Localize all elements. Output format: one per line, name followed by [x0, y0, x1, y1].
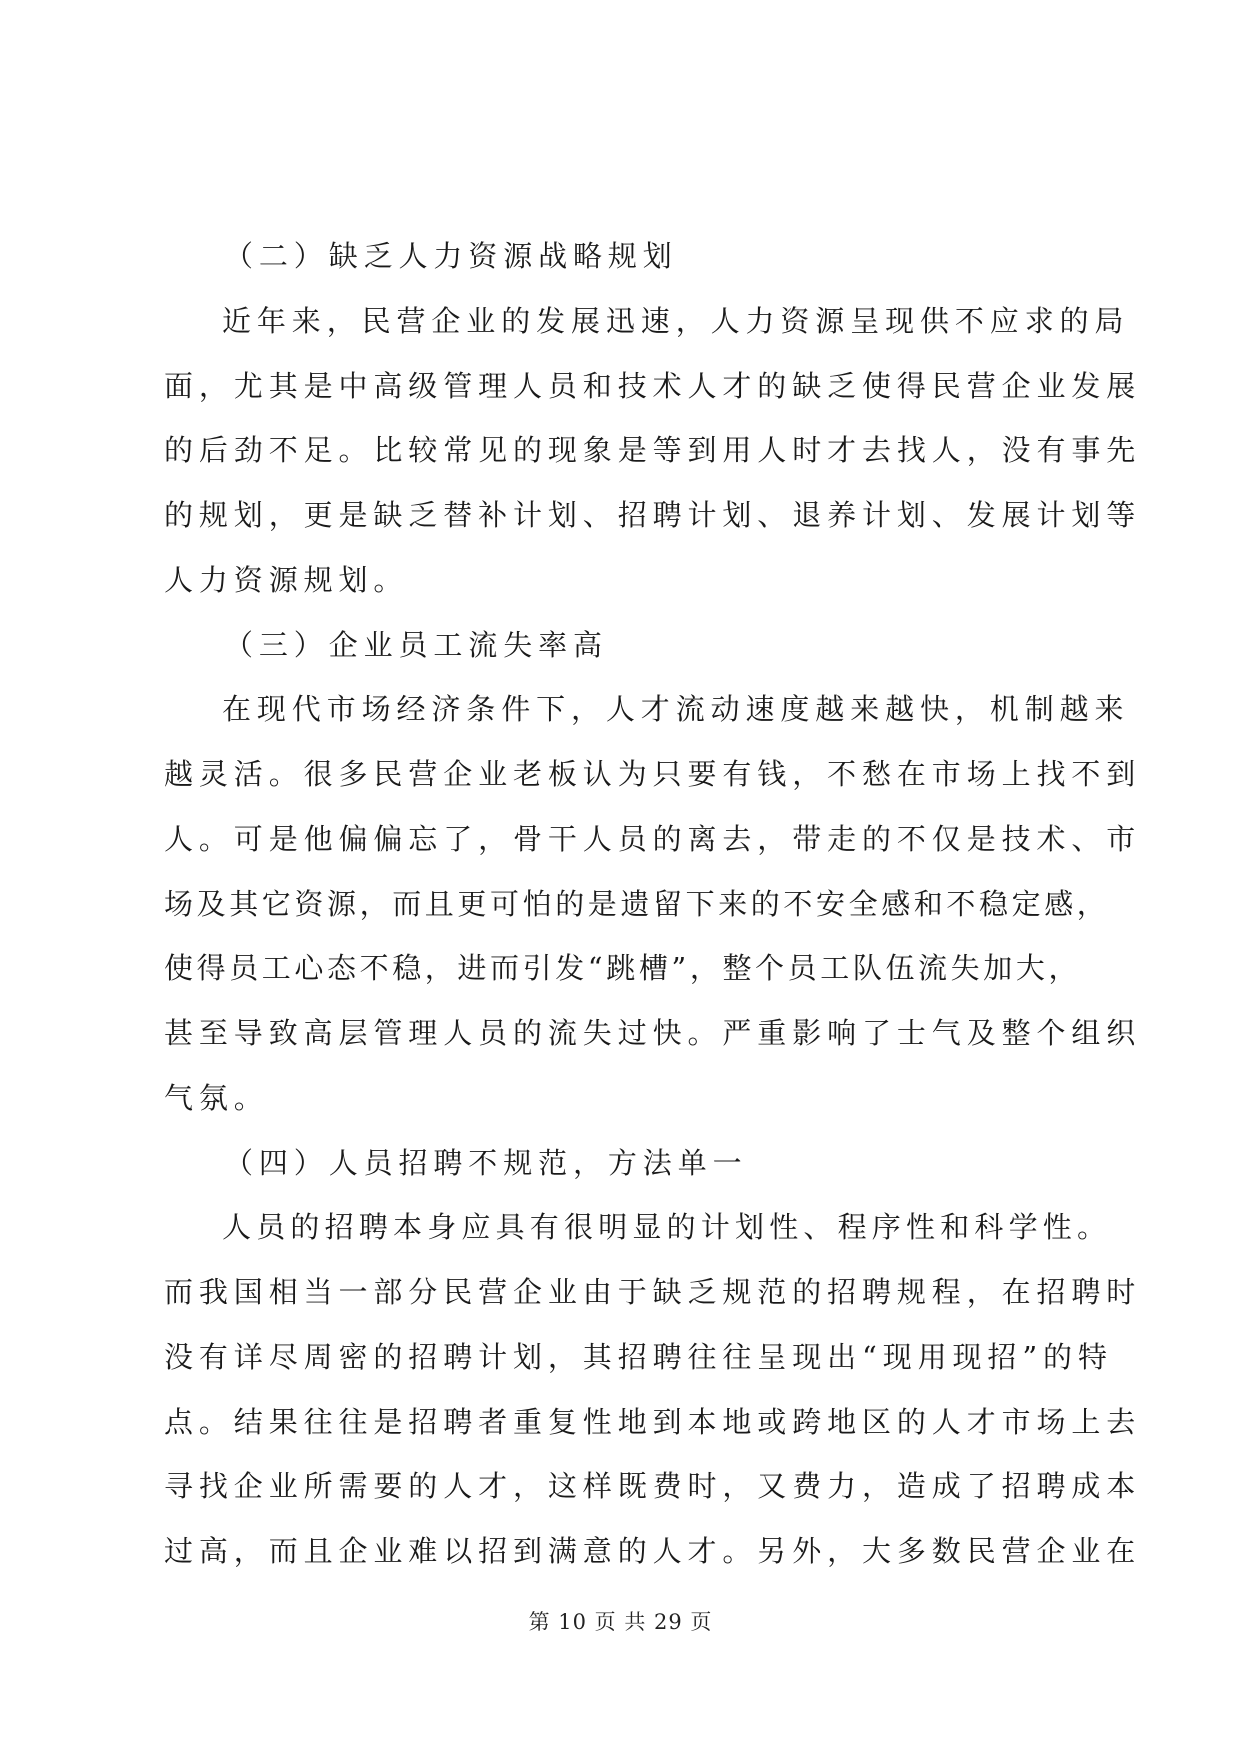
paragraph-line: 近年来，民营企业的发展迅速，人力资源呈现供不应求的局: [222, 304, 1130, 338]
paragraph-line: 场及其它资源，而且更可怕的是遗留下来的不安全感和不稳定感，: [164, 887, 1110, 921]
paragraph-line: 在现代市场经济条件下，人才流动速度越来越快，机制越来: [222, 692, 1130, 726]
paragraph-line: 人力资源规划。: [164, 563, 409, 597]
paragraph-line: 的后劲不足。比较常见的现象是等到用人时才去找人，没有事先: [164, 433, 1142, 467]
paragraph-line: 气氛。: [164, 1081, 269, 1115]
paragraph-line: 的规划，更是缺乏替补计划、招聘计划、退养计划、发展计划等: [164, 498, 1142, 532]
paragraph-line: 越灵活。很多民营企业老板认为只要有钱，不愁在市场上找不到: [164, 757, 1142, 791]
paragraph-line: 而我国相当一部分民营企业由于缺乏规范的招聘规程，在招聘时: [164, 1275, 1142, 1309]
paragraph-line: 使得员工心态不稳，进而引发“跳槽”，整个员工队伍流失加大，: [164, 951, 1082, 985]
paragraph-line: 点。结果往往是招聘者重复性地到本地或跨地区的人才市场上去: [164, 1405, 1142, 1439]
paragraph-line: 面，尤其是中高级管理人员和技术人才的缺乏使得民营企业发展: [164, 369, 1142, 403]
section-heading-2: （二）缺乏人力资源战略规划: [224, 239, 678, 273]
paragraph-line: 人。可是他偏偏忘了，骨干人员的离去，带走的不仅是技术、市: [164, 822, 1142, 856]
paragraph-line: 没有详尽周密的招聘计划，其招聘往往呈现出“现用现招”的特: [164, 1340, 1113, 1374]
paragraph-line: 甚至导致高层管理人员的流失过快。严重影响了士气及整个组织: [164, 1016, 1142, 1050]
paragraph-line: 人员的招聘本身应具有很明显的计划性、程序性和科学性。: [222, 1210, 1112, 1244]
paragraph-line: 寻找企业所需要的人才，这样既费时，又费力，造成了招聘成本: [164, 1469, 1142, 1503]
section-heading-3: （三）企业员工流失率高: [224, 628, 608, 662]
paragraph-line: 过高，而且企业难以招到满意的人才。另外，大多数民营企业在: [164, 1534, 1142, 1568]
page-number-footer: 第 10 页 共 29 页: [528, 1610, 713, 1634]
section-heading-4: （四）人员招聘不规范，方法单一: [224, 1146, 748, 1180]
